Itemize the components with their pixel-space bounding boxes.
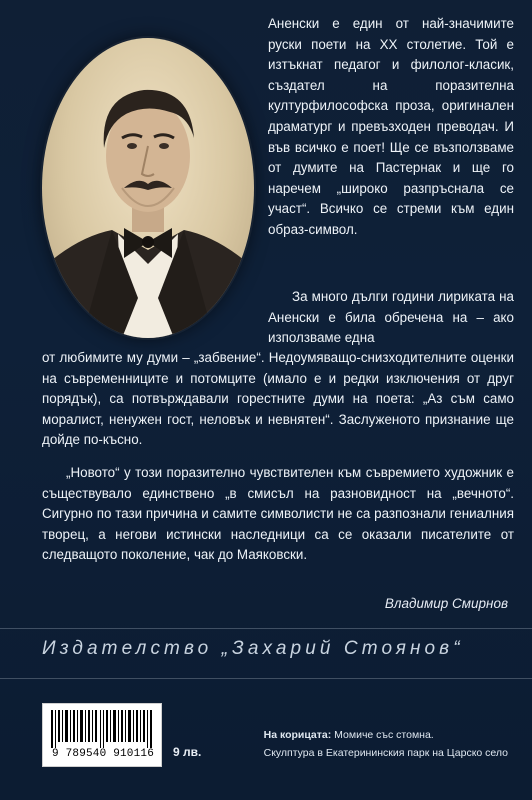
- publisher-name: Издателство „Захарий Стоянов“: [42, 638, 464, 659]
- cover-label: На корицата:: [263, 729, 332, 741]
- paragraph-2-start: За много дълги години лириката на Аненски е била обречена на – ако използваме една: [268, 289, 514, 346]
- author-signature: Владимир Смирнов: [384, 596, 508, 611]
- divider-bottom: [0, 678, 532, 679]
- author-portrait: [42, 38, 254, 338]
- divider-top: [0, 628, 532, 629]
- paragraph-2-continued: от любимите му думи – „забвение“. Недоумяващо-снизходителните оценки на съвременниците и потомците (имало е и редки изключения от друг порядък), са потвърждавали горестните думи на поета: „Аз съм само моралист, ненужен гост, неловък и невнятен“. Заслуженото признание ще дойде по-късно.: [42, 350, 514, 448]
- cover-line-1: [264, 726, 508, 744]
- cover-line-2: Скулптура в Екатерининския парк на Царско село: [263, 747, 508, 759]
- cover-note: [264, 726, 508, 762]
- barcode-bars: [51, 710, 153, 748]
- paragraph-3: „Новото“ у този поразително чувствителен към съвремието художник е съществувало единствено „в смисъл на разновидност на „вечното“. Сигурно по тази причина и самите символисти не са разпознали гениалния творец, а негови истински наследници са се оказали писателите от следващото поколение, чак до Маяковски.: [42, 465, 514, 563]
- price: 9 лв.: [173, 745, 202, 759]
- barcode-number: 9 789540 910116: [51, 748, 155, 760]
- cover-text: Момиче със стомна.: [331, 729, 434, 741]
- intro-paragraph: Аненски е един от най-значимите руски поети на XX столетие. Той е изтъкнат педагог и филолог-класик, създател на поразителна културфилософска проза, оригинален драматург и превъзходен преводач. И във всичко е поет! Ще се възползваме от думите на Пастернак и ще го наречем „широко разпръснала се участ“. Всичко се стреми към един образ-символ.: [268, 16, 514, 237]
- barcode: [42, 703, 162, 767]
